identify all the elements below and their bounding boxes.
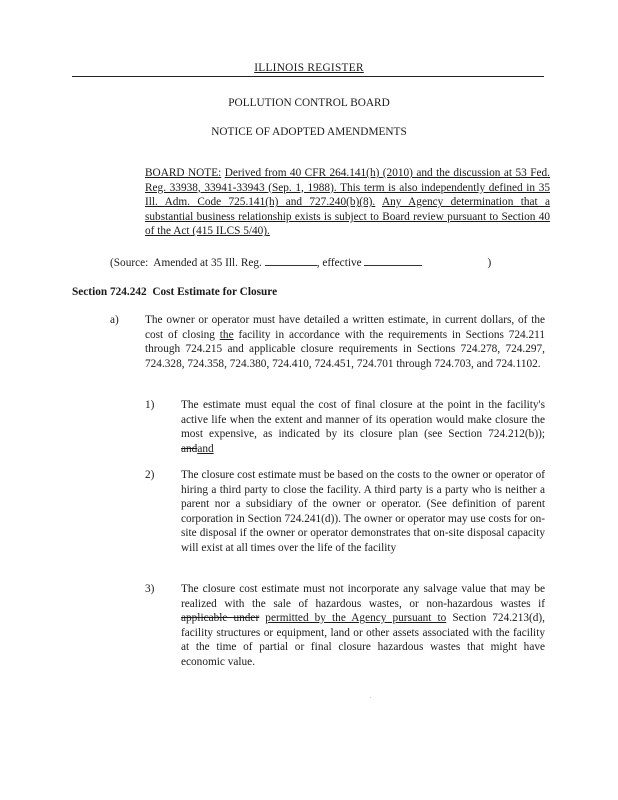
- item-3-added: permitted by the Agency pursuant to: [265, 612, 447, 625]
- source-prefix: (Source: Amended at 35 Ill. Reg.: [110, 257, 262, 269]
- para-a-inserted: the: [219, 328, 234, 341]
- item-1-struck: and: [181, 442, 198, 455]
- source-line: [110, 255, 491, 271]
- board-note-text-2: Any Agency determination that a substantial business relationship exists is subject to Board review pursuant to Section 40 of the Act (415 ILCS 5/40).: [145, 196, 550, 238]
- board-note-text-1: Derived from 40 CFR 264.141(h) (2010) and the discussion at 53 Fed. Reg. 33938, 33941-33943 (Sep. 1, 1988). This term is also independently defined in 35 Ill. Adm. Code 725.141(h) and 727.240(b)(8).: [145, 167, 550, 209]
- item-3-struck: applicable under: [181, 612, 260, 625]
- item-1-body: The estimate must equal the cost of final closure at the point in the facility's active life when the extent and manner of its operation would make closure the most expensive, as indicated by its closure plan (see Section 724.212(b));: [181, 399, 545, 441]
- board-name: POLLUTION CONTROL BOARD: [228, 97, 390, 109]
- item-1-text: [181, 398, 545, 456]
- source-middle: , effective: [316, 257, 362, 269]
- para-a-label: a): [110, 314, 119, 326]
- section-title: Cost Estimate for Closure: [152, 286, 278, 298]
- section-number: Section 724.242: [72, 286, 147, 298]
- item-3-number: 3): [145, 583, 155, 595]
- item-3-text-1: The closure cost estimate must not incorporate any salvage value that may be realized with the sale of hazardous wastes, or non-hazardous wastes if: [181, 583, 545, 610]
- para-a-text: [145, 313, 545, 371]
- item-3-text: [181, 582, 545, 670]
- board-note-label: BOARD NOTE:: [145, 167, 222, 179]
- item-2-number: 2): [145, 469, 155, 481]
- item-1-added: and: [197, 442, 214, 455]
- source-suffix: ): [487, 257, 492, 269]
- reg-blank: [265, 255, 317, 266]
- section-heading: [72, 285, 277, 300]
- item-1-number: 1): [145, 399, 155, 411]
- page-mark: .: [370, 694, 372, 700]
- notice-title: NOTICE OF ADOPTED AMENDMENTS: [211, 126, 407, 138]
- register-title: ILLINOIS REGISTER: [254, 62, 364, 74]
- header-rule: [72, 76, 544, 77]
- item-3-text-2: Section 724.213(d), facility structures or equipment, land or other assets associated with the facility at the time of partial or final closure hazardous wastes that might have economic value.: [181, 612, 545, 668]
- para-a-text-1: The owner or operator must have detailed a written estimate, in current dollars, of the cost of closing: [145, 314, 545, 341]
- item-2-text: The closure cost estimate must be based on the costs to the owner or operator of hiring a third party to close the facility. A third party is a party who is neither a parent nor a subsidiary of the owner or operator. (See definition of parent corporation in Section 724.241(d)). The owner or operator may use costs for on-site disposal if the owner or operator demonstrates that on-site disposal capacity will exist at all times over the life of the facility: [181, 469, 545, 554]
- board-note: [145, 166, 550, 239]
- effective-blank: [364, 255, 422, 266]
- para-a-text-2: facility in accordance with the requirements in Sections 724.211 through 724.215 and applicable closure requirements in Sections 724.278, 724.297, 724.328, 724.358, 724.380, 724.410, 724.451, 724.701 through 724.703, and 724.1102.: [145, 328, 546, 370]
